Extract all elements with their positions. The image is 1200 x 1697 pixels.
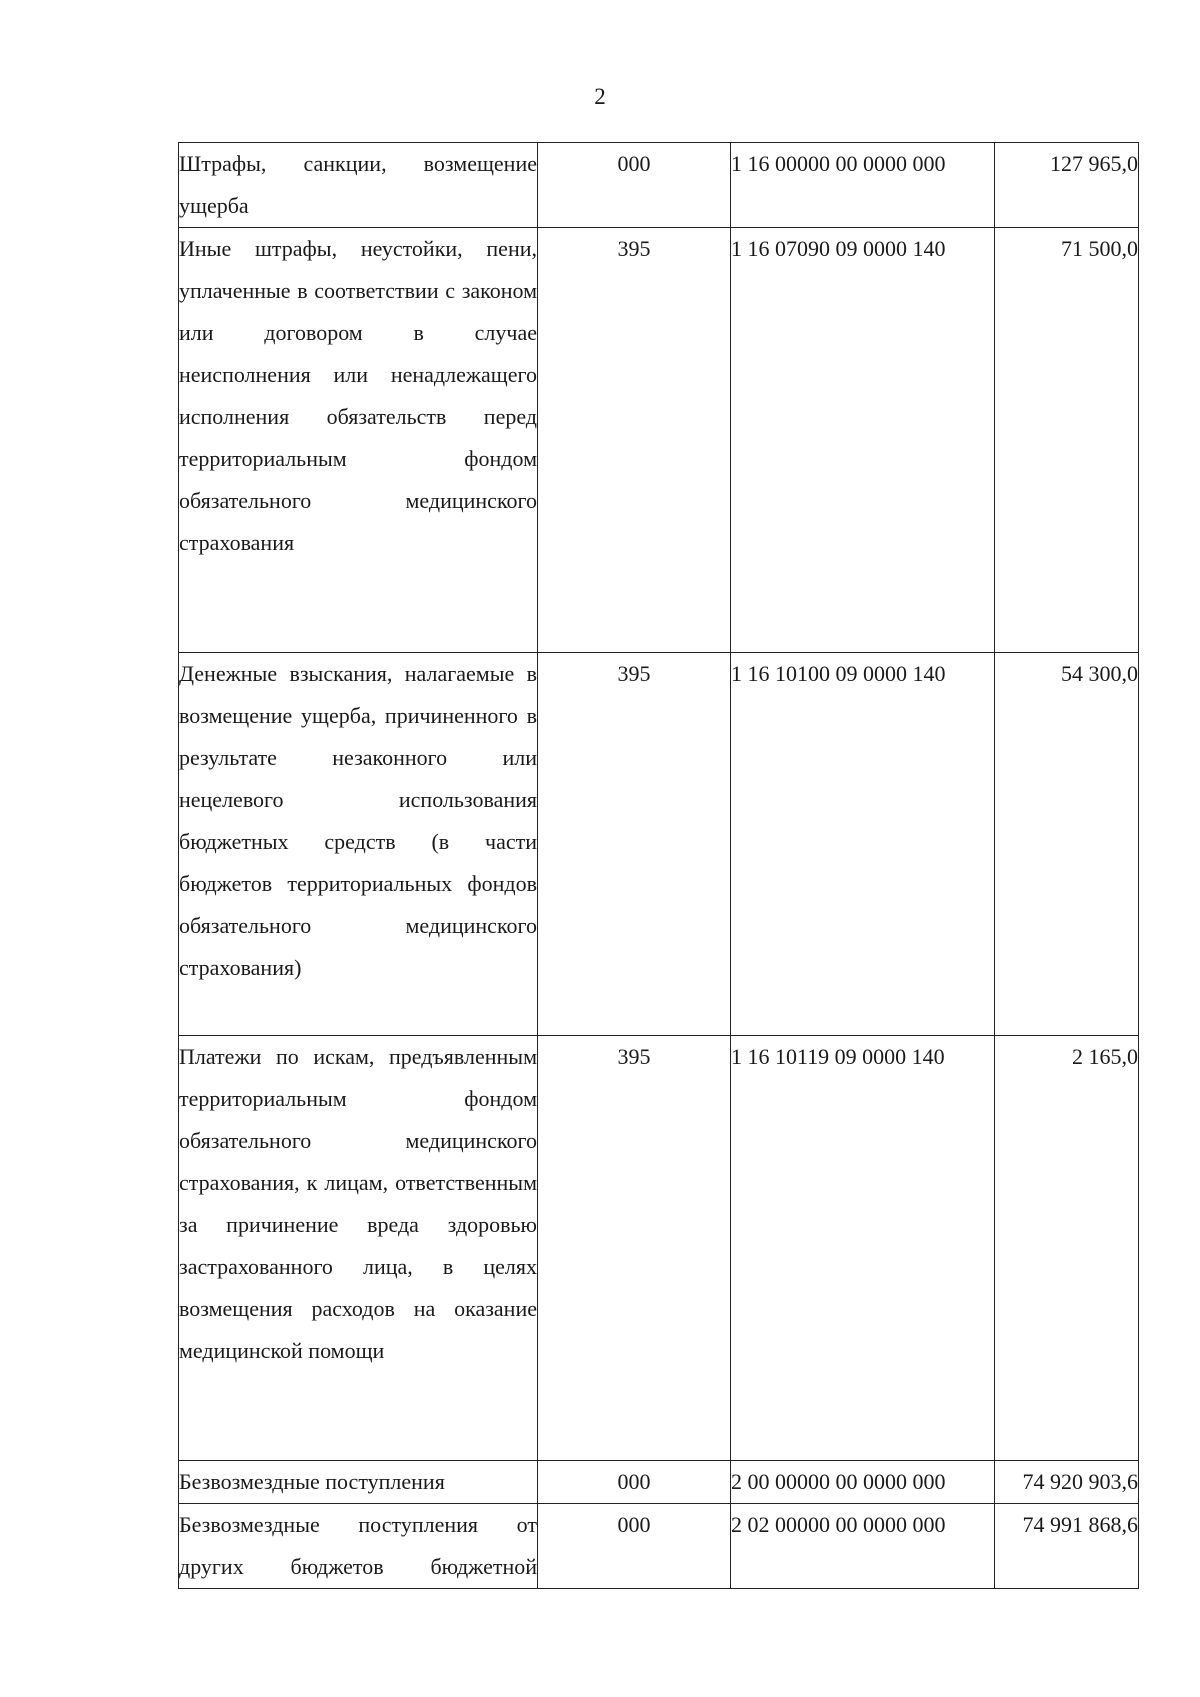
amount-cell: 2 165,0 <box>995 1036 1139 1461</box>
amount-cell: 74 920 903,6 <box>995 1461 1139 1504</box>
revenue-name-cell: Иные штрафы, неустойки, пени, уплаченные в соответствии с законом или договором в случае неисполнения или ненадлежащего исполнения обязательств перед территориальным фондом обязательного медицинского страхования <box>179 228 538 653</box>
admin-code-cell: 000 <box>538 143 731 228</box>
admin-code-cell: 000 <box>538 1461 731 1504</box>
amount-cell: 74 991 868,6 <box>995 1504 1139 1589</box>
table-row <box>179 653 1139 1036</box>
table-row <box>179 1504 1139 1589</box>
admin-code-cell: 395 <box>538 653 731 1036</box>
revenue-name-cell: Безвозмездные поступления <box>179 1461 538 1504</box>
budget-code-cell: 2 02 00000 00 0000 000 <box>731 1504 995 1589</box>
budget-code-cell: 1 16 10100 09 0000 140 <box>731 653 995 1036</box>
page-number: 2 <box>594 84 606 109</box>
admin-code-cell: 395 <box>538 228 731 653</box>
amount-cell: 54 300,0 <box>995 653 1139 1036</box>
admin-code-cell: 000 <box>538 1504 731 1589</box>
table-row <box>179 143 1139 228</box>
budget-code-cell: 1 16 10119 09 0000 140 <box>731 1036 995 1461</box>
budget-code-cell: 1 16 07090 09 0000 140 <box>731 228 995 653</box>
table-row <box>179 1036 1139 1461</box>
revenue-name-cell: Безвозмездные поступления от других бюджетов бюджетной <box>179 1504 538 1589</box>
table-row <box>179 228 1139 653</box>
revenue-table <box>178 142 1139 1589</box>
amount-cell: 71 500,0 <box>995 228 1139 653</box>
table-row <box>179 1461 1139 1504</box>
revenue-name-cell: Денежные взыскания, налагаемые в возмещение ущерба, причиненного в результате незаконного или нецелевого использования бюджетных средств (в части бюджетов территориальных фондов обязательного медицинского страхования) <box>179 653 538 1036</box>
admin-code-cell: 395 <box>538 1036 731 1461</box>
amount-cell: 127 965,0 <box>995 143 1139 228</box>
revenue-name-cell: Платежи по искам, предъявленным территориальным фондом обязательного медицинского страхования, к лицам, ответственным за причинение вреда здоровью застрахованного лица, в целях возмещения расходов на оказание медицинской помощи <box>179 1036 538 1461</box>
revenue-name-cell: Штрафы, санкции, возмещение ущерба <box>179 143 538 228</box>
budget-code-cell: 1 16 00000 00 0000 000 <box>731 143 995 228</box>
budget-code-cell: 2 00 00000 00 0000 000 <box>731 1461 995 1504</box>
